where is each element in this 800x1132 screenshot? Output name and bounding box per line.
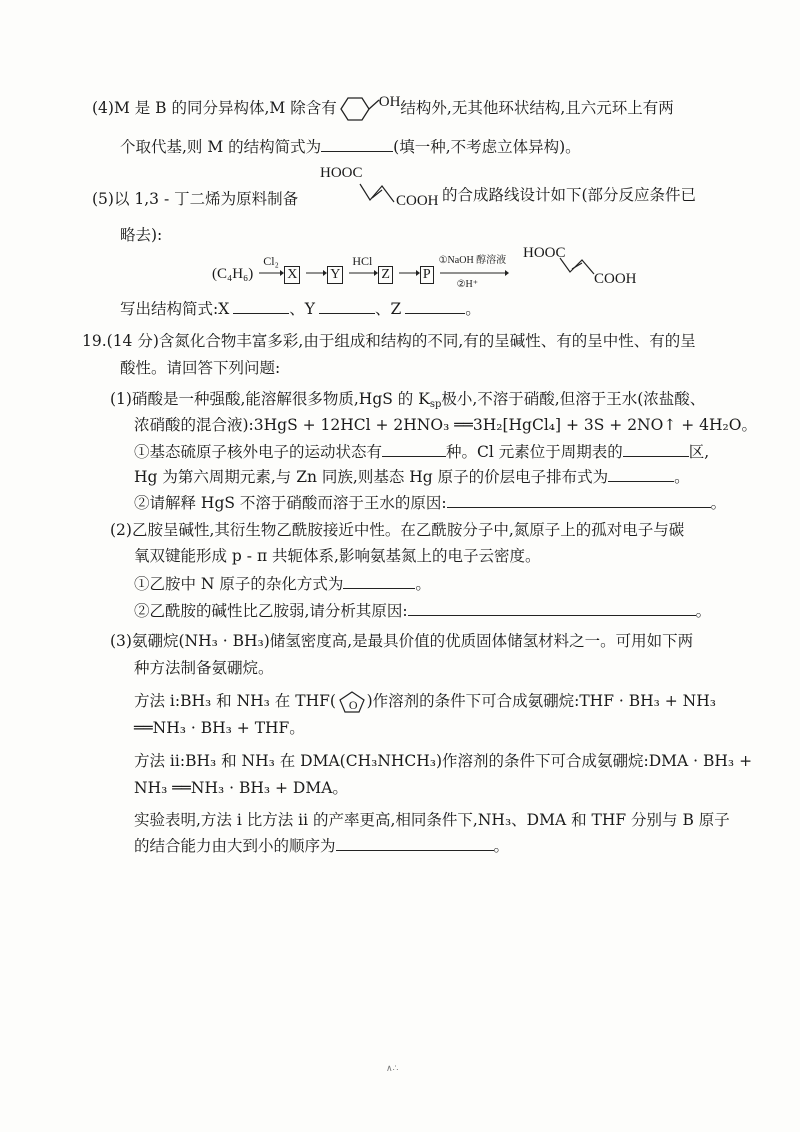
ksp-subscript: sp — [429, 399, 442, 410]
q19-p1-q2-line — [134, 492, 726, 514]
naoh-condition: ①NaOH 醇溶液 — [438, 255, 507, 266]
exp-c: 。 — [493, 837, 510, 855]
x-blank[interactable] — [233, 299, 289, 314]
p1q1-b: 种。Cl 元素位于周期表的 — [446, 443, 623, 461]
oh-label: OH — [378, 94, 401, 110]
q19-p1-q1-line2 — [134, 466, 690, 488]
m1-a: 方法 ⅰ:BH₃ 和 NH₃ 在 THF( — [134, 692, 336, 710]
answer-z-label: 、Z — [375, 300, 402, 318]
p1-text-b: 极小,不溶于硝酸,但溶于王水(浓盐酸、 — [441, 390, 706, 408]
m-structure-blank[interactable] — [321, 137, 393, 152]
p1q1-d: Hg 为第六周期元素,与 Zn 同族,则基态 Hg 原子的价层电子排布式为 — [134, 468, 609, 486]
p2q2-b: 。 — [695, 602, 712, 620]
p1-text-a: (1)硝酸是一种强酸,能溶解很多物质,HgS 的 K — [110, 390, 430, 408]
p1q1-a: ①基态硫原子核外电子的运动状态有 — [134, 443, 383, 461]
q4-line2-a: 个取代基,则 M 的结构简式为 — [120, 138, 322, 156]
q19-p3-line2: 种方法制备氨硼烷。 — [134, 659, 274, 677]
q19-header-a: 19.(14 分)含氮化合物丰富多彩,由于组成和结构的不同,有的呈碱性、有的呈中性、有的呈 — [82, 332, 696, 350]
arrow-xy — [305, 262, 327, 284]
q4-text-a: (4)M 是 B 的同分异构体,M 除含有 — [92, 99, 337, 117]
answer-x-label: 写出结构简式:X — [120, 300, 230, 318]
p2q1-b: 。 — [415, 575, 431, 593]
p1q1-e: 。 — [674, 468, 690, 486]
q19-p1-equation: 浓硝酸的混合液):3HgS + 12HCl + 2HNO₃ ══3H₂[HgCl₄] + 3S + 2NO↑ + 4H₂O。 — [134, 416, 757, 434]
method2-line1: 方法 ⅱ:BH₃ 和 NH₃ 在 DMA(CH₃NHCH₃)作溶剂的条件下可合成氨硼烷:DMA · BH₃ + — [134, 752, 753, 770]
q5-answer-line — [120, 298, 481, 320]
cl-block-blank[interactable] — [623, 442, 689, 457]
arrow-hcl — [348, 254, 378, 284]
q19-p2-line1: (2)乙胺呈碱性,其衍生物乙酰胺接近中性。在乙酰胺分子中,氮原子上的孤对电子与碳 — [110, 521, 685, 539]
footer-mark: ∧∴ — [386, 1064, 399, 1074]
m1-b: )作溶剂的条件下可合成氨硼烷:THF · BH₃ + NH₃ — [366, 692, 716, 710]
binding-order-blank[interactable] — [336, 836, 494, 851]
method1-line1 — [134, 689, 716, 715]
experiment-line1: 实验表明,方法 ⅰ 比方法 ⅱ 的产率更高,相同条件下,NH₃、DMA 和 THF 分别与 B 原子 — [134, 811, 730, 829]
arrow-zp — [398, 262, 420, 284]
box-y: Y — [327, 266, 343, 284]
q5-line1-b: 的合成路线设计如下(部分反应条件已 — [442, 186, 697, 204]
cooh-label: COOH — [396, 193, 439, 209]
q19-p2-line2: 氧双键能形成 p - π 共轭体系,影响氨基氮上的电子云密度。 — [134, 547, 541, 565]
q5-line1-a: (5)以 1,3 - 丁二烯为原料制备 — [92, 190, 299, 208]
q5-line2: 略去): — [120, 226, 163, 244]
q19-p2-q1-line — [134, 573, 431, 595]
q4-line2-b: (填一种,不考虑立体异构)。 — [393, 138, 581, 156]
q19-header-b: 酸性。请回答下列问题: — [120, 359, 281, 377]
cl2-label: Cl₂ — [263, 254, 279, 268]
q4-text-b: 结构外,无其他环状结构,且六元环上有两 — [400, 99, 674, 117]
q4-line2 — [120, 136, 581, 158]
q19-p1-q1-line — [134, 441, 709, 463]
p2q2-a: ②乙酰胺的碱性比乙胺弱,请分析其原因: — [134, 602, 408, 620]
hooc-label: HOOC — [320, 165, 363, 181]
q19-p1-line1 — [110, 388, 705, 410]
method1-line2: ══NH₃ · BH₃ + THF。 — [134, 719, 305, 737]
box-z: Z — [378, 266, 393, 284]
p1q1-c: 区, — [688, 443, 710, 461]
z-blank[interactable] — [405, 299, 465, 314]
p1q2-a: ②请解释 HgS 不溶于硝酸而溶于王水的原因: — [134, 494, 447, 512]
product-cooh: COOH — [594, 271, 637, 287]
hcl-label: HCl — [352, 254, 373, 268]
box-p: P — [420, 266, 434, 284]
acid-condition: ②H⁺ — [456, 279, 479, 290]
basicity-reason-blank[interactable] — [408, 601, 696, 616]
exp-b: 的结合能力由大到小的顺序为 — [134, 837, 336, 855]
p1q2-b: 。 — [710, 494, 727, 512]
arrow-naoh — [438, 255, 509, 290]
answer-y-label: 、Y — [289, 300, 315, 318]
p2q1-a: ①乙胺中 N 原子的杂化方式为 — [134, 575, 344, 593]
q4-line1 — [92, 96, 674, 122]
hg-config-blank[interactable] — [608, 467, 674, 482]
q19-p2-q2-line — [134, 600, 711, 622]
experiment-line2 — [134, 835, 509, 857]
product-hooc: HOOC — [523, 245, 566, 261]
y-blank[interactable] — [319, 299, 375, 314]
method2-line2: NH₃ ══NH₃ · BH₃ + DMA。 — [134, 779, 348, 797]
box-x: X — [284, 266, 300, 284]
answer-end: 。 — [465, 300, 481, 318]
synthesis-route — [212, 254, 509, 290]
hgs-reason-blank[interactable] — [447, 493, 711, 508]
q19-p3-line1: (3)氨硼烷(NH₃ · BH₃)储氢密度高,是最具价值的优质固体储氢材料之一。可用如下两 — [110, 632, 694, 650]
motion-states-blank[interactable] — [382, 442, 446, 457]
hybridization-blank[interactable] — [343, 574, 415, 589]
arrow-cl2 — [258, 254, 284, 284]
thf-o-label: O — [348, 698, 358, 712]
route-start: (C₄H₆) — [212, 266, 254, 282]
